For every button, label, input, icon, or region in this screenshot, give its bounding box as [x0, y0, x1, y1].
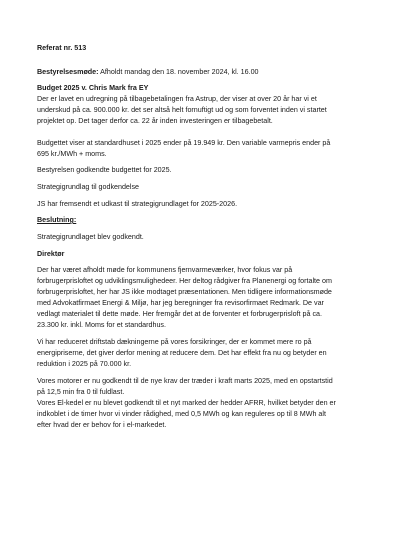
budget-paragraph-2-line: 695 kr./MWh + moms.: [37, 150, 107, 158]
director-paragraph-1-line: 23.300 kr. inkl. Moms for et standardhus.: [37, 321, 166, 329]
referat-number: Referat nr. 513: [37, 44, 87, 52]
director-paragraph-3-line: Vores El-kedel er nu blevet godkendt til et nyt marked der hedder AFRR, hvilket betyder den er: [37, 399, 336, 407]
director-paragraph-1-line: med Advokatfirmaet Energi & Miljø, har jeg beregninger fra revisorfirmaet Redmark. De var: [37, 299, 324, 307]
director-paragraph-2-line: reduktion i 2025 på 70.000 kr.: [37, 360, 132, 368]
strategy-draft: JS har fremsendt et udkast til strategigrundlaget for 2025-2026.: [37, 200, 238, 208]
decision-heading: Beslutning:: [37, 216, 77, 224]
meeting-line: [37, 68, 259, 77]
director-paragraph-1-line: vedlagt materialet til dette møde. Her fremgår det at de forventer et forbrugerprisloft på ca.: [37, 310, 322, 318]
director-paragraph-3-line: indkoblet i de timer hvor vi vinder rådighed, med 0,5 MWh og kan reguleres op til 8 MWh alt: [37, 410, 326, 418]
meeting-label: Bestyrelsesmøde:: [37, 68, 99, 76]
budget-heading: Budget 2025 v. Chris Mark fra EY: [37, 84, 149, 92]
director-heading: Direktør: [37, 250, 65, 258]
director-paragraph-2-line: energipriserne, det giver derfor mening at reducere dem. Det har effekt fra nu og betyder en: [37, 349, 327, 357]
director-paragraph-1-line: forbrugerprisloftet, her har JS ikke modtaget præsentationen. Men tidligere informationsmøde: [37, 288, 332, 296]
budget-paragraph-1-line: projektet op. Det tager derfor ca. 22 år inden investeringen er tilbagebetalt.: [37, 117, 273, 125]
budget-paragraph-2-line: Budgettet viser at standardhuset i 2025 ender på 19.949 kr. Den variable varmepris ender på: [37, 139, 331, 147]
director-paragraph-3-line: på 12,5 min fra 0 til fuldlast.: [37, 388, 125, 396]
budget-paragraph-1-line: Der er lavet en udregning på tilbagebetalingen fra Astrup, der viser at over 20 år har vi et: [37, 95, 317, 103]
budget-paragraph-1-line: underskud på ca. 900.000 kr. det ser altså helt fornuftigt ud og som forventet inden vi startet: [37, 106, 327, 114]
strategy-title: Strategigrundlag til godkendelse: [37, 183, 140, 191]
director-paragraph-1-line: forbrugerprisloftet og udviklingsmulighedeer. Her deltog rådgiver fra Planenergi og fortalte om: [37, 277, 332, 285]
budget-approval: Bestyrelsen godkendte budgettet for 2025.: [37, 166, 172, 174]
meeting-details: Afholdt mandag den 18. november 2024, kl. 16.00: [98, 68, 259, 76]
director-paragraph-3-line: efter hvad der er behov for i el-markedet.: [37, 421, 167, 429]
director-paragraph-2-line: Vi har reduceret driftstab dækningerne på vores forsikringer, der er kommet mere ro på: [37, 338, 312, 346]
director-paragraph-1-line: Der har været afholdt møde for kommunens fjernvarmeværker, hvor fokus var på: [37, 266, 293, 274]
director-paragraph-3-line: Vores motorer er nu godkendt til de nye krav der træder i kraft marts 2025, med en opstartstid: [37, 377, 333, 385]
decision-text: Strategigrundlaget blev godkendt.: [37, 233, 144, 241]
